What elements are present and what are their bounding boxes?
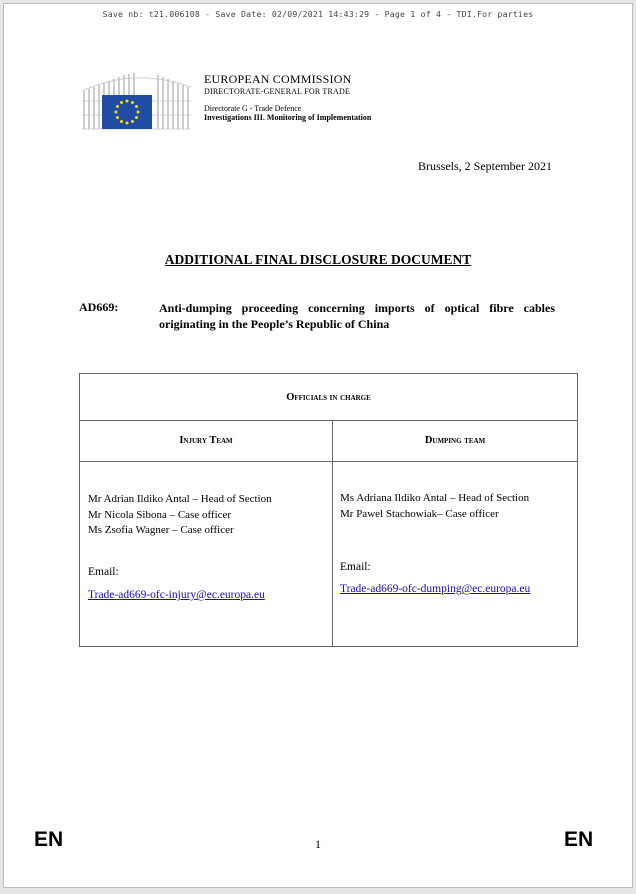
- team-member: Mr Nicola Sibona – Case officer: [88, 508, 232, 521]
- language-code-left: EN: [34, 828, 64, 851]
- case-description: Anti-dumping proceeding concerning imports of optical fibre cables originating in the People’s Republic of China: [159, 301, 555, 331]
- officials-table: [79, 373, 578, 647]
- officials-table-heading: Officials in charge: [80, 374, 577, 421]
- team-member: Ms Zsofia Wagner – Case officer: [88, 524, 234, 536]
- place-and-date: Brussels, 2 September 2021: [418, 159, 552, 173]
- unit-name: Investigations III. Monitoring of Implementation: [204, 113, 372, 123]
- european-commission-logo-icon: [79, 71, 194, 133]
- directorate-name: Directorate G - Trade Defence: [204, 103, 302, 113]
- injury-team-heading: Injury Team: [80, 420, 332, 462]
- case-reference: AD669:: [79, 300, 119, 314]
- print-header: Save nb: t21.006108 - Save Date: 02/09/2021 14:43:29 - Page 1 of 4 - TDI.For parties: [102, 9, 534, 19]
- document-page: [3, 3, 633, 888]
- injury-team-members: [88, 492, 272, 539]
- letterhead: [204, 73, 371, 122]
- injury-email-link[interactable]: Trade-ad669-ofc-injury@ec.europa.eu: [88, 589, 265, 601]
- directorate-general-name: DIRECTORATE-GENERAL FOR TRADE: [204, 86, 351, 96]
- dumping-team-members: [340, 491, 529, 522]
- document-title: ADDITIONAL FINAL DISCLOSURE DOCUMENT: [164, 252, 472, 267]
- page-number: 1: [315, 837, 321, 851]
- dumping-email-label: Email:: [340, 561, 371, 573]
- language-code-right: EN: [564, 828, 594, 851]
- organisation-name: EUROPEAN COMMISSION: [204, 72, 352, 86]
- dumping-email-link[interactable]: Trade-ad669-ofc-dumping@ec.europa.eu: [340, 583, 531, 595]
- team-member: Mr Adrian Ildiko Antal – Head of Section: [88, 493, 272, 505]
- injury-email-label: Email:: [88, 566, 119, 578]
- dumping-team-heading: Dumping team: [333, 420, 577, 462]
- team-member: Ms Adriana Ildiko Antal – Head of Section: [340, 492, 530, 504]
- team-member: Mr Pawel Stachowiak– Case officer: [340, 507, 499, 520]
